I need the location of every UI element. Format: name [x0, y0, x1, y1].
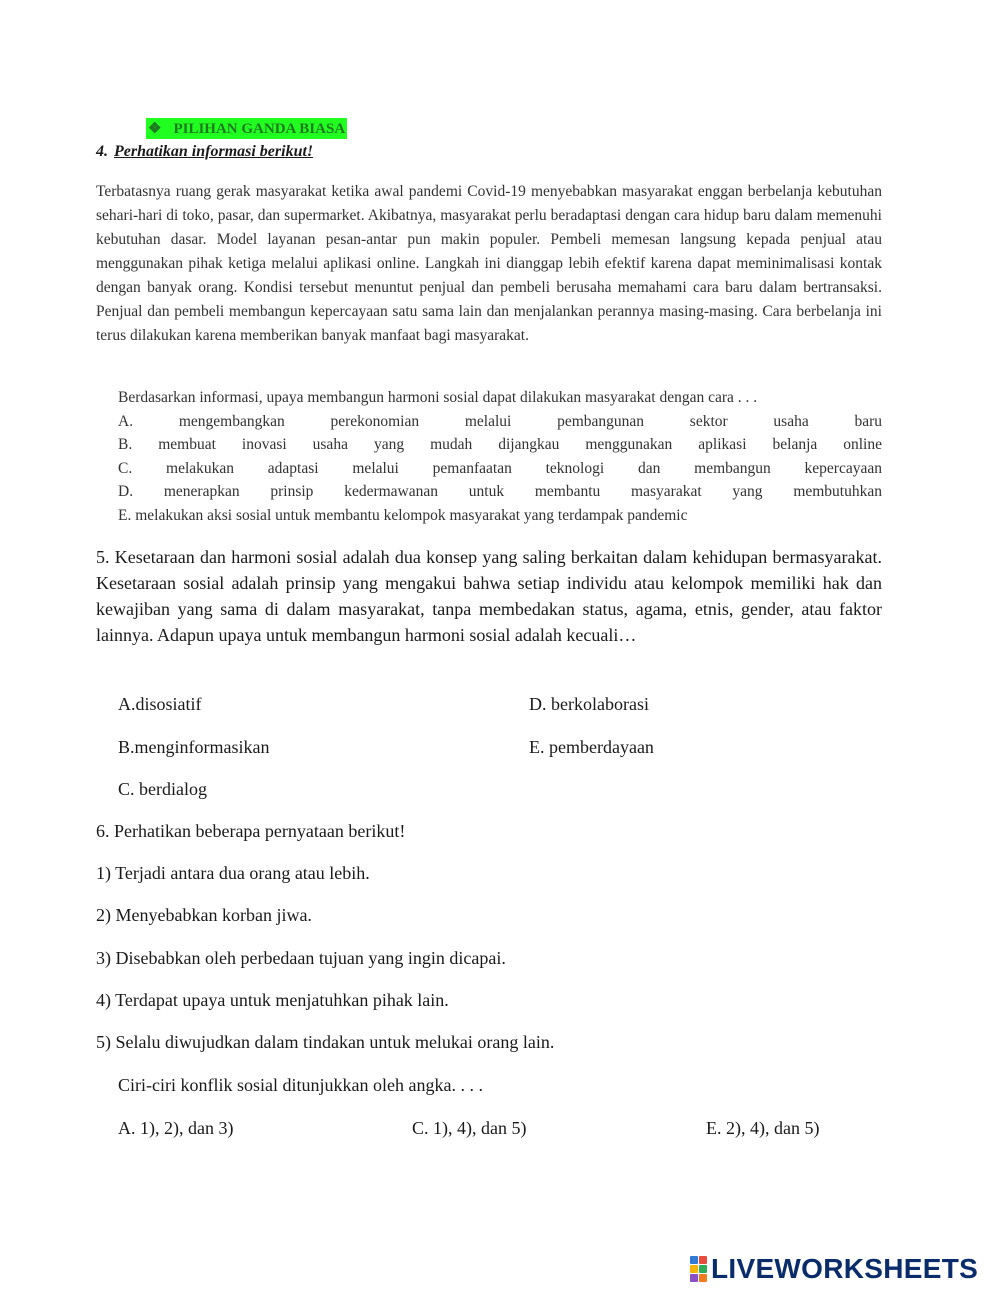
q5-option-c[interactable]: C. berdialog: [118, 779, 207, 799]
q6-option-c[interactable]: C. 1), 4), dan 5): [412, 1118, 527, 1138]
section-heading: [146, 118, 347, 139]
q4-option-c[interactable]: C. melakukan adaptasi melalui pemanfaatan teknologi dan membangun kepercayaan: [118, 459, 882, 477]
q4-question: [118, 386, 882, 527]
liveworksheets-logo-text: LIVEWORKSHEETS: [711, 1253, 979, 1284]
liveworksheets-logo-icon: [690, 1256, 708, 1282]
section-title-text: PILIHAN GANDA BIASA: [173, 121, 346, 137]
q4-option-e[interactable]: E. melakukan aksi sosial untuk membantu kelompok masyarakat yang terdampak pandemic: [118, 506, 688, 524]
liveworksheets-logo: [690, 1254, 978, 1284]
q6-statement-5: 5) Selalu diwujudkan dalam tindakan untuk melukai orang lain.: [96, 1032, 555, 1052]
q4-option-b[interactable]: B. membuat inovasi usaha yang mudah dijangkau menggunakan aplikasi belanja online: [118, 436, 882, 453]
q6-title: 6. Perhatikan beberapa pernyataan berikut!: [96, 821, 406, 841]
q5-option-d[interactable]: D. berkolaborasi: [529, 694, 649, 714]
q4-stem: Berdasarkan informasi, upaya membangun harmoni sosial dapat dilakukan masyarakat dengan cara . . .: [118, 389, 758, 406]
q6-statement-1: 1) Terjadi antara dua orang atau lebih.: [96, 863, 370, 883]
diamond-bullet-icon: ❖: [148, 121, 162, 137]
q6-statement-2: 2) Menyebabkan korban jiwa.: [96, 905, 312, 925]
q4-option-a[interactable]: A. mengembangkan perekonomian melalui pembangunan sektor usaha baru: [118, 412, 882, 430]
q4-option-d[interactable]: D. menerapkan prinsip kedermawanan untuk membantu masyarakat yang membutuhkan: [118, 483, 882, 500]
q4-paragraph: Terbatasnya ruang gerak masyarakat ketika awal pandemi Covid-19 menyebabkan masyarakat enggan berbelanja kebutuhan sehari-hari di toko, pasar, dan supermarket. Akibatnya, masyarakat perlu beradaptasi dengan cara hidup baru dalam memenuhi kebutuhan dasar. Model layanan pesan-antar pun makin populer. Pembeli memesan langsung kepada penjual atau menggunakan pihak ketiga melalui aplikasi online. Langkah ini dianggap lebih efektif karena dapat meminimalisasi kontak dengan banyak orang. Kondisi tersebut menuntut penjual dan pembeli berusaha memahami cara baru dalam bertransaksi. Penjual dan pembeli membangun kepercayaan satu sama lain dan menjalankan perannya masing-masing. Cara berbelanja ini terus dilakukan karena memberikan banyak manfaat bagi masyarakat.: [96, 183, 882, 344]
q5-option-b[interactable]: B.menginformasikan: [118, 737, 270, 757]
q5-paragraph: 5. Kesetaraan dan harmoni sosial adalah dua konsep yang saling berkaitan dalam kehidupan bermasyarakat. Kesetaraan sosial adalah prinsip yang mengakui bahwa setiap individu atau kelompok memiliki hak dan kewajiban yang sama di dalam masyarakat, tanpa membedakan status, agama, etnis, gender, atau faktor lainnya. Adapun upaya untuk membangun harmoni sosial adalah kecuali…: [96, 547, 882, 645]
q6-option-a[interactable]: A. 1), 2), dan 3): [118, 1118, 234, 1138]
q4-heading: [96, 143, 313, 161]
q5-option-a[interactable]: A.disosiatif: [118, 694, 202, 714]
q4-number: 4.: [96, 143, 108, 160]
q4-title: Perhatikan informasi berikut!: [114, 143, 314, 160]
q6-statement-3: 3) Disebabkan oleh perbedaan tujuan yang ingin dicapai.: [96, 948, 506, 968]
q6-stem: Ciri-ciri konflik sosial ditunjukkan oleh angka. . . .: [118, 1075, 483, 1095]
q5-option-e[interactable]: E. pemberdayaan: [529, 737, 654, 757]
q6-option-e[interactable]: E. 2), 4), dan 5): [706, 1118, 820, 1138]
q6-statement-4: 4) Terdapat upaya untuk menjatuhkan pihak lain.: [96, 990, 449, 1010]
